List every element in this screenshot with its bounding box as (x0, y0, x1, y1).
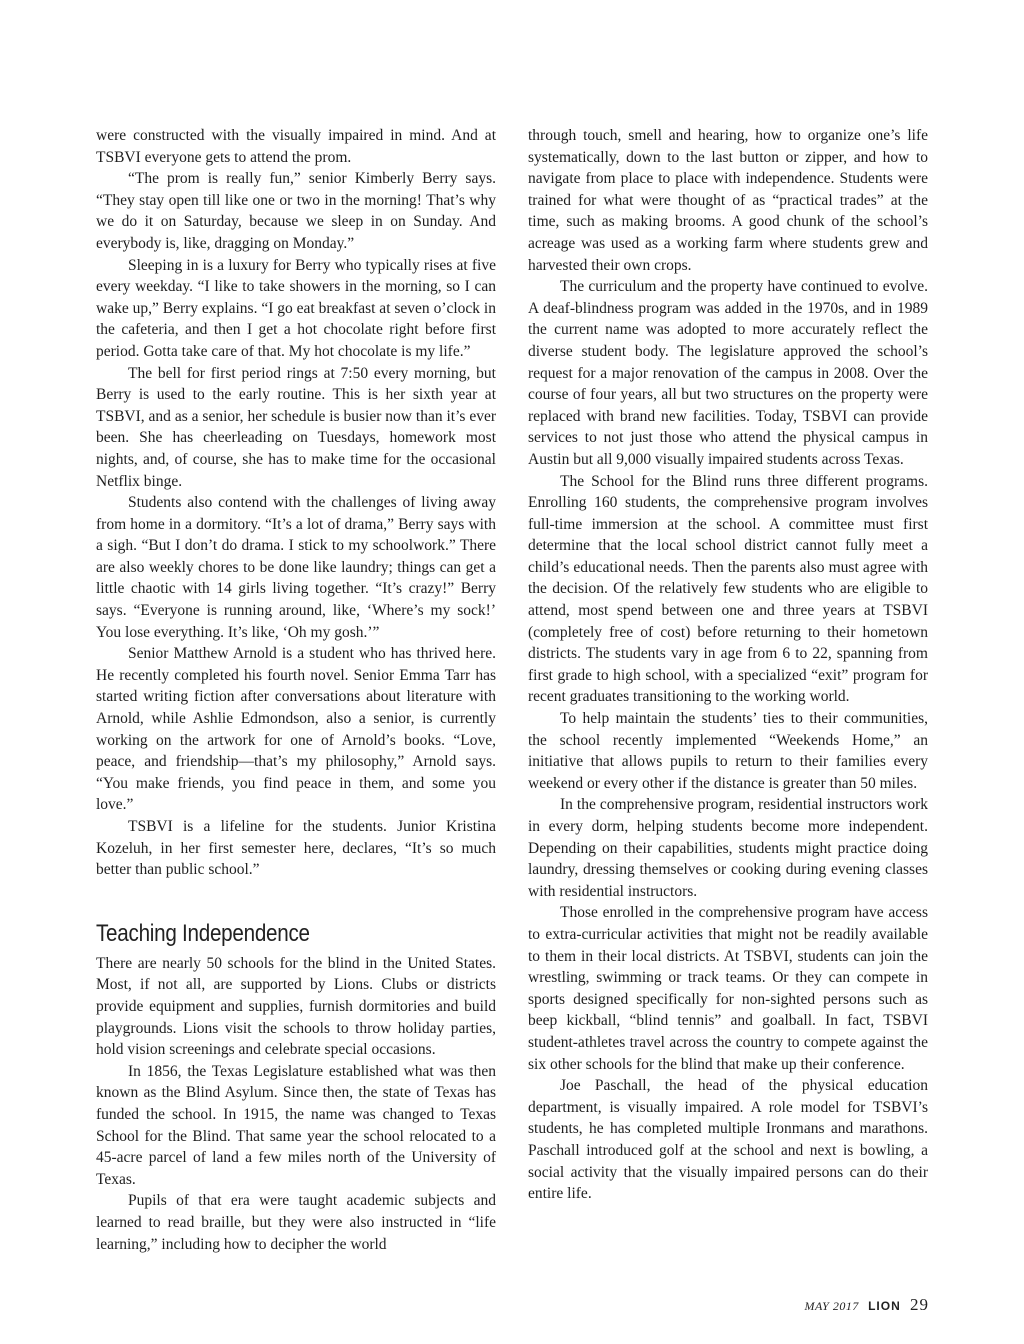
body-paragraph: Students also contend with the challenges of living away from home in a dormitory. “It’s a lot of drama,” Berry says with a sigh. “But I don’t do drama. I stick to my schoolwork.” There are also weekly chores to be done like laundry; things can get a little chaotic with 14 girls living together. “It’s crazy!” Berry says. “Everyone is running around, like, ‘Where’s my sock!’ You lose everything. It’s like, ‘Oh my gosh.’” (96, 494, 496, 641)
body-paragraph: There are nearly 50 schools for the blind in the United States. Most, if not all, are supported by Lions. Clubs or districts provide equipment and supplies, furnish dormitories and build playgrounds. Lions visit the schools to throw holiday parties, hold vision screenings and celebrate special occasions. (96, 954, 496, 1059)
body-paragraph: Sleeping in is a luxury for Berry who typically rises at five every weekday. “I like to take showers in the morning, so I can wake up,” Berry explains. “I go eat breakfast at seven o’clock in the cafeteria, and then I get a hot chocolate right before first period. Gotta take care of that. My hot chocolate is my life.” (96, 256, 496, 360)
body-paragraph: Pupils of that era were taught academic subjects and learned to read braille, but they were also instructed in “life learning,” including how to decipher the world (96, 1192, 496, 1253)
body-paragraph: Senior Matthew Arnold is a student who has thrived here. He recently completed his fourth novel. Senior Emma Tarr has started writing fiction after conversations about literature with Arnold, while Ashlie Edmondson, also a senior, is currently working on the artwork for one of Arnold’s books. “Love, peace, and friendship—that’s my philosophy,” Arnold says. “You make friends, you find peace in them, and some you love.” (96, 645, 496, 814)
body-paragraph: In 1856, the Texas Legislature established what was then known as the Blind Asylum. Since then, the state of Texas has funded the school. In 1915, the name was changed to Texas School for the Blind. That same year the school relocated to a 45-acre parcel of land a few miles north of the University of Texas. (96, 1062, 496, 1188)
body-paragraph: The bell for first period rings at 7:50 every morning, but Berry is used to the early routine. This is her sixth year at TSBVI, and as a senior, her schedule is busier now than it’s ever been. She has cheerleading on Tuesdays, homework most nights, and, of course, she has to make time for the occasional Netflix binge. (96, 364, 496, 490)
body-paragraph: The School for the Blind runs three different programs. Enrolling 160 students, the comprehensive program involves full-time immersion at the school. A committee must first determine that the local school district cannot fully meet a child’s educational needs. Then the parents also must agree with the decision. Of the relatively few students who are eligible to attend, most spend between one and three years at TSBVI (completely free of cost) before returning to their hometown districts. The students vary in age from 6 to 22, spanning from first grade to high school, with a specialized “exit” program for recent graduates transitioning to the working world. (528, 472, 928, 706)
page-number: 29 (910, 1295, 929, 1314)
right-column (528, 125, 928, 1205)
body-paragraph: Those enrolled in the comprehensive program have access to extra-curricular activities that might not be readily available to them in their local districts. At TSBVI, students can join the wrestling, swimming or track teams. Or they can compete in sports designed specifically for non-sighted persons such as beep kickball, “blind tennis” and goalball. In fact, TSBVI student-athletes travel across the country to compete against the six other schools for the blind that make up their conference. (528, 904, 928, 1073)
body-paragraph: In the comprehensive program, residential instructors work in every dorm, helping students become more independent. Depending on their capabilities, students might practice doing laundry, dressing themselves or cooking during evening classes with residential instructors. (528, 796, 928, 900)
body-paragraph: The curriculum and the property have continued to evolve. A deaf-blindness program was added in the 1970s, and in 1989 the current name was adopted to more accurately reflect the diverse student body. The legislature approved the school’s request for a major renovation of the campus in 2008. Over the course of four years, all but two structures on the property were replaced with brand new facilities. Today, TSBVI can provide services to not just those who attend the physical campus in Austin but all 9,000 visually impaired students across Texas. (528, 278, 928, 468)
body-paragraph: were constructed with the visually impaired in mind. And at TSBVI everyone gets to attend the prom. (96, 127, 496, 166)
magazine-name: LION (868, 1299, 901, 1313)
body-paragraph: “The prom is really fun,” senior Kimberly Berry says. “They stay open till like one or two in the morning! That’s why we do it on Saturday, because we sleep in on Sunday. And everybody is, like, dragging on Monday.” (96, 170, 496, 252)
body-paragraph: To help maintain the students’ ties to their communities, the school recently implemented “Weekends Home,” an initiative that allows pupils to return to their families every weekend or every other if the distance is greater than 50 miles. (528, 710, 928, 792)
page-footer (804, 1295, 929, 1315)
body-paragraph: through touch, smell and hearing, how to organize one’s life systematically, down to the last button or zipper, and how to navigate from place to place with independence. Students were trained for what were thought of as “practical trades” at the time, such as making brooms. A good chunk of the school’s acreage was used as a working farm where students grew and harvested their own crops. (528, 127, 928, 274)
body-paragraph: Joe Paschall, the head of the physical education department, is visually impaired. A role model for TSBVI’s students, he has completed multiple Ironmans and marathons. Paschall introduced golf at the school and next is bowling, a social activity that the visually impaired persons can do their entire life. (528, 1077, 928, 1203)
issue-date: MAY 2017 (804, 1299, 859, 1313)
body-paragraph: TSBVI is a lifeline for the students. Junior Kristina Kozeluh, in her first semester here, declares, “It’s so much better than public school.” (96, 818, 496, 879)
section-heading: Teaching Independence (96, 919, 310, 947)
left-column (96, 125, 496, 1255)
